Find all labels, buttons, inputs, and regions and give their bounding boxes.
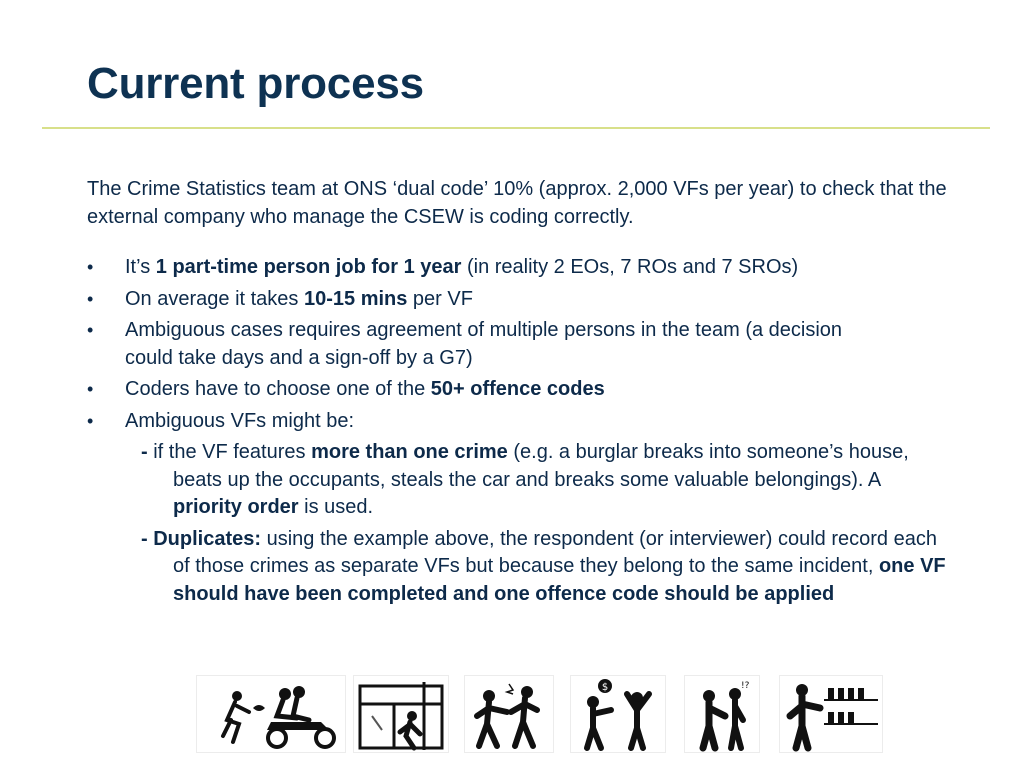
title-divider: [42, 127, 990, 129]
sub-item-multiple-crimes: - if the VF features more than one crime (e.g. a burglar breaks into someone’s house, beats up the occupants, steals the car and breaks some valuable belongings). A priority order is used.: [141, 441, 909, 518]
slide-body: [87, 176, 967, 612]
bullet-item: • Coders have to choose one of the 50+ offence codes: [87, 378, 605, 400]
svg-text:$: $: [601, 682, 609, 693]
bullet-item: • It’s 1 part-time person job for 1 year (in reality 2 EOs, 7 ROs and 7 SROs): [87, 256, 799, 278]
shop-theft-bottles-icon: [779, 675, 883, 753]
crime-icons-strip: [196, 675, 886, 752]
page-title: Current process: [87, 59, 424, 108]
bag-snatch-motorbike-icon: [196, 675, 346, 753]
bullet-dot: •: [87, 320, 94, 340]
svg-text:!?: !?: [741, 681, 750, 691]
window-break-in-icon: [353, 675, 449, 753]
harassment-icon: [684, 675, 760, 753]
robbery-money-icon: [570, 675, 666, 753]
bullet-dot: •: [87, 288, 94, 309]
bullet-dot: •: [87, 257, 94, 277]
assault-fight-icon: [464, 675, 554, 753]
bullet-list: [87, 254, 967, 435]
sub-item-duplicates: - Duplicates: using the example above, the respondent (or interviewer) could record each of those crimes as separate VFs but because they belong to the same incident, one VF should have been completed and one offence code should be applied: [141, 527, 946, 605]
bullet-item: • On average it takes 10-15 mins per VF: [87, 287, 473, 310]
bullet-dot: •: [87, 379, 94, 399]
bullet-item: • Ambiguous VFs might be:: [87, 409, 354, 432]
bullet-dot: •: [87, 410, 94, 431]
intro-paragraph: The Crime Statistics team at ONS ‘dual code’ 10% (approx. 2,000 VFs per year) to check that the external company who manage the CSEW is coding correctly.: [87, 178, 947, 228]
bullet-item: • Ambiguous cases requires agreement of multiple persons in the team (a decision could take days and a sign-off by a G7): [87, 319, 843, 369]
